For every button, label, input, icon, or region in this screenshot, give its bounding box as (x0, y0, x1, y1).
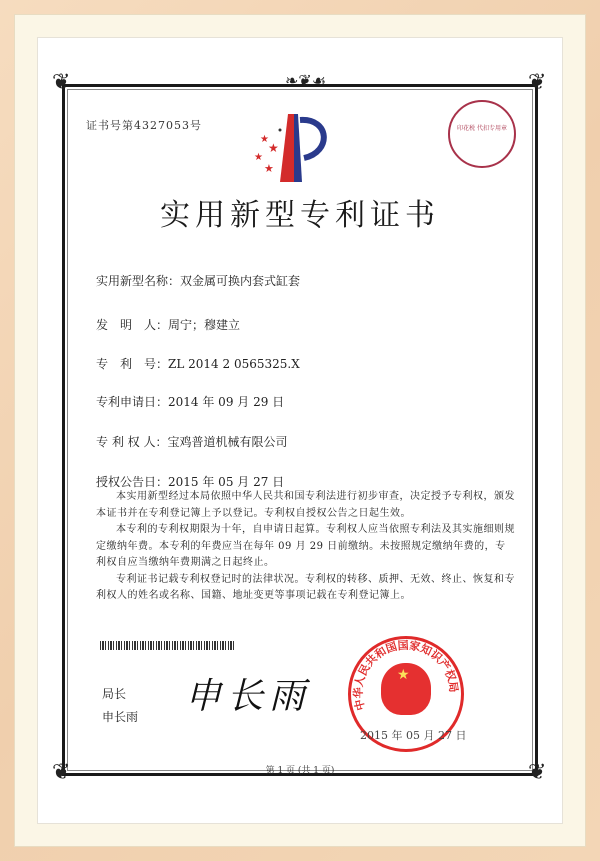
field-patent-number (96, 355, 300, 372)
field-patentee (96, 433, 287, 450)
body-paragraph: 本专利的专利权期限为十年，自申请日起算。专利权人应当依照专利法及其实施细则规定缴纳年费。本专利的年费应当在每年 09 月 29 日前缴纳。未按照规定缴纳年费的，专利权自应当缴纳年费期满之日起终止。 (96, 524, 515, 568)
svg-text:中华人民共和国国家知识产权局: 中华人民共和国国家知识产权局 (351, 639, 461, 712)
field-label: 专 利 号： (96, 357, 169, 371)
svg-text:★: ★ (254, 152, 263, 163)
field-label: 专利申请日： (96, 395, 169, 409)
tax-stamp-seal (448, 100, 516, 168)
field-value: 2015 年 05 月 27 日 (168, 475, 285, 489)
tax-stamp-center-text: 印花税 代扣专用章 (457, 125, 507, 132)
field-value: 周宁；穆建立 (168, 318, 241, 332)
svg-text:★: ★ (268, 141, 279, 155)
field-label: 专 利 权 人： (96, 435, 168, 449)
director-name: 申长雨 (102, 710, 139, 724)
field-label: 发 明 人： (96, 318, 169, 332)
field-value: 双金属可换内套式缸套 (180, 274, 301, 288)
field-label: 实用新型名称： (96, 274, 181, 288)
svg-text:★: ★ (260, 134, 269, 145)
field-value: 宝鸡普道机械有限公司 (167, 435, 288, 449)
field-utility-model-name (96, 272, 300, 289)
svg-text:★: ★ (264, 162, 274, 175)
corner-ornament-icon: ❦ (528, 760, 547, 785)
director-signature: 申长雨 (185, 676, 312, 717)
corner-ornament-icon: ❦ (528, 70, 547, 95)
field-grant-date (96, 473, 284, 490)
certificate-body (96, 489, 516, 605)
page-footer: 第 1 页 (共 1 页) (265, 766, 335, 776)
seal-date: 2015 年 05 月 27 日 (360, 729, 467, 742)
field-value: 2014 年 09 月 29 日 (168, 395, 285, 409)
barcode (100, 641, 235, 650)
patent-office-logo-icon (250, 112, 340, 182)
certificate-title: 实用新型专利证书 (160, 198, 440, 233)
field-inventors (96, 316, 240, 333)
corner-ornament-icon: ❦ (52, 760, 71, 785)
field-label: 授权公告日： (96, 475, 169, 489)
field-value: ZL 2014 2 0565325.X (168, 357, 300, 371)
body-paragraph: 本实用新型经过本局依照中华人民共和国专利法进行初步审查，决定授予专利权，颁发本证书并在专利登记簿上予以登记。专利权自授权公告之日起生效。 (96, 491, 515, 519)
star-icon: ★ (397, 667, 410, 683)
director-title: 局长 (102, 687, 127, 701)
field-application-date (96, 393, 284, 410)
certificate-number: 证书号第4327053号 (86, 119, 202, 132)
corner-ornament-icon: ❦ (52, 70, 71, 95)
top-center-ornament-icon: ❧❦☙ (285, 71, 327, 90)
body-paragraph: 专利证书记载专利权登记时的法律状况。专利权的转移、质押、无效、终止、恢复和专利权人的姓名或名称、国籍、地址变更等事项记载在专利登记簿上。 (96, 573, 515, 601)
